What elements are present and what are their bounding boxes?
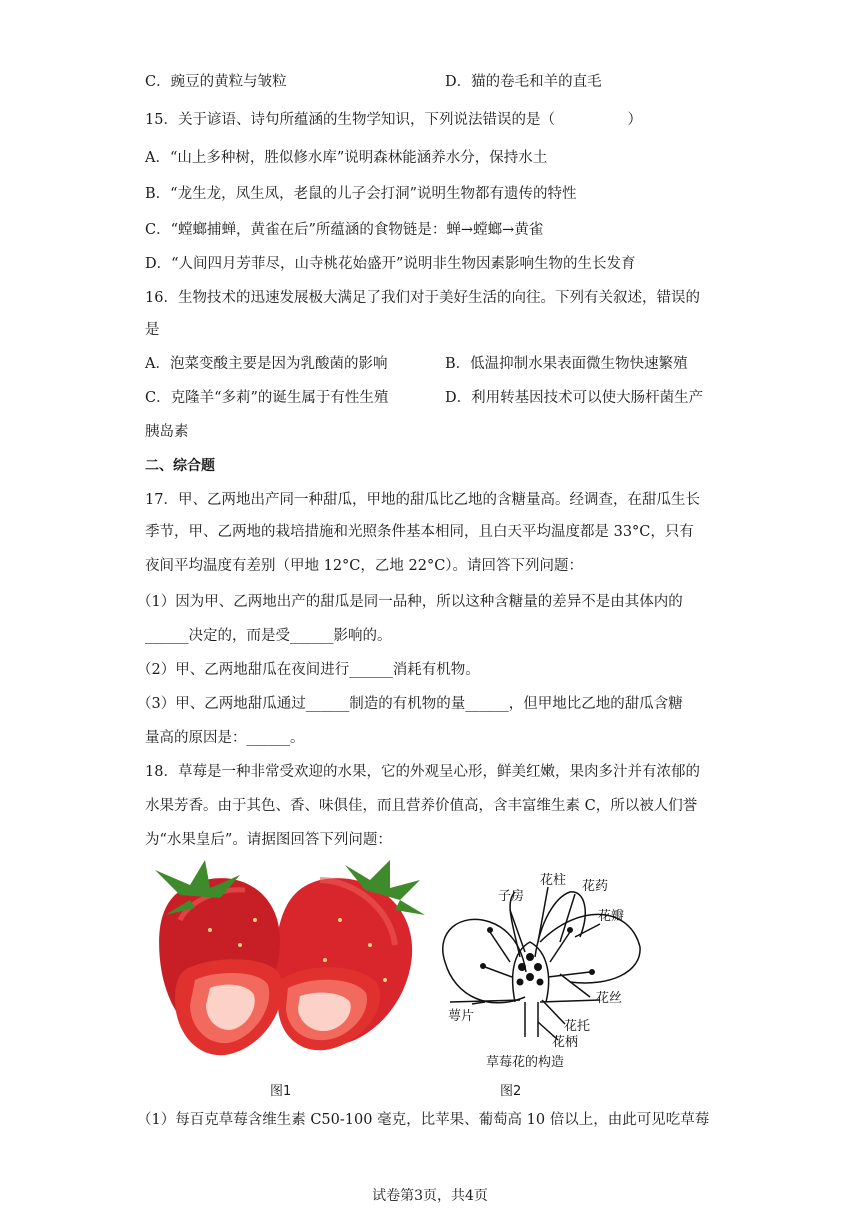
q17-part1-line2: ______决定的，而是受______影响的。 <box>145 628 392 644</box>
q17-part3-line2: 量高的原因是：______。 <box>145 730 305 746</box>
q16-option-a: A．泡菜变酸主要是因为乳酸菌的影响 <box>145 356 388 372</box>
label-style: 花柱 <box>540 873 567 888</box>
q17-line2: 季节，甲、乙两地的栽培措施和光照条件基本相同，且白天平均温度都是 33°C，只有 <box>145 524 694 540</box>
q14-option-d: D．猫的卷毛和羊的直毛 <box>445 74 602 90</box>
label-receptacle: 花托 <box>564 1019 591 1034</box>
q18-line1: 18．草莓是一种非常受欢迎的水果，它的外观呈心形，鲜美红嫩，果肉多汁并有浓郁的 <box>145 764 700 780</box>
label-petal: 花瓣 <box>598 909 625 924</box>
flower-structure-diagram <box>430 862 650 1074</box>
label-anther: 花药 <box>582 879 609 894</box>
q17-line3: 夜间平均温度有差别（甲地 12°C，乙地 22°C）。请回答下列问题： <box>145 558 584 574</box>
q17-part3-line1: （3）甲、乙两地甜瓜通过______制造的有机物的量______，但甲地比乙地的甜瓜含糖 <box>137 696 683 712</box>
q16-option-b: B．低温抑制水果表面微生物快速繁殖 <box>445 356 688 372</box>
label-ovary: 子房 <box>498 889 525 904</box>
figure1-caption: 图1 <box>270 1084 292 1099</box>
q15-option-c: C．“螳螂捕蝉，黄雀在后”所蕴涵的食物链是：蝉→螳螂→黄雀 <box>145 222 544 238</box>
figure2-caption: 图2 <box>500 1084 522 1099</box>
q17-part2: （2）甲、乙两地甜瓜在夜间进行______消耗有机物。 <box>137 662 480 678</box>
q16-stem-line1: 16．生物技术的迅速发展极大满足了我们对于美好生活的向往。下列有关叙述，错误的 <box>145 290 700 306</box>
q15-option-a: A．“山上多种树，胜似修水库”说明森林能涵养水分，保持水土 <box>145 150 548 166</box>
q14-option-c: C．豌豆的黄粒与皱粒 <box>145 74 287 90</box>
page-footer: 试卷第3页，共4页 <box>372 1188 488 1204</box>
q16-option-d-cont: 胰岛素 <box>145 424 189 440</box>
q16-option-d: D．利用转基因技术可以使大肠杆菌生产 <box>445 390 704 406</box>
q15-stem: 15．关于谚语、诗句所蕴涵的生物学知识，下列说法错误的是（ ） <box>145 112 642 128</box>
label-pedicel: 花柄 <box>552 1035 579 1050</box>
strawberry-photo <box>150 860 430 1070</box>
diagram-title: 草莓花的构造 <box>486 1055 565 1070</box>
q15-option-d: D．“人间四月芳菲尽，山寺桃花始盛开”说明非生物因素影响生物的生长发育 <box>145 256 636 272</box>
q18-line3: 为“水果皇后”。请据图回答下列问题： <box>145 832 392 848</box>
q16-option-c: C．克隆羊“多莉”的诞生属于有性生殖 <box>145 390 389 406</box>
q15-option-b: B．“龙生龙，凤生凤，老鼠的儿子会打洞”说明生物都有遗传的特性 <box>145 186 577 202</box>
q17-line1: 17．甲、乙两地出产同一种甜瓜，甲地的甜瓜比乙地的含糖量高。经调查，在甜瓜生长 <box>145 492 700 508</box>
q16-stem-line2: 是 <box>145 322 160 338</box>
label-sepal: 萼片 <box>448 1009 475 1024</box>
q18-line2: 水果芳香。由于其色、香、味俱佳，而且营养价值高，含丰富维生素 C，所以被人们誉 <box>145 798 698 814</box>
q18-part1: （1）每百克草莓含维生素 C50-100 毫克，比苹果、葡萄高 10 倍以上，由此可见吃草莓 <box>137 1112 710 1128</box>
section-heading: 二、综合题 <box>145 458 215 474</box>
label-filament: 花丝 <box>596 991 623 1006</box>
q17-part1-line1: （1）因为甲、乙两地出产的甜瓜是同一品种，所以这种含糖量的差异不是由其体内的 <box>137 594 683 610</box>
